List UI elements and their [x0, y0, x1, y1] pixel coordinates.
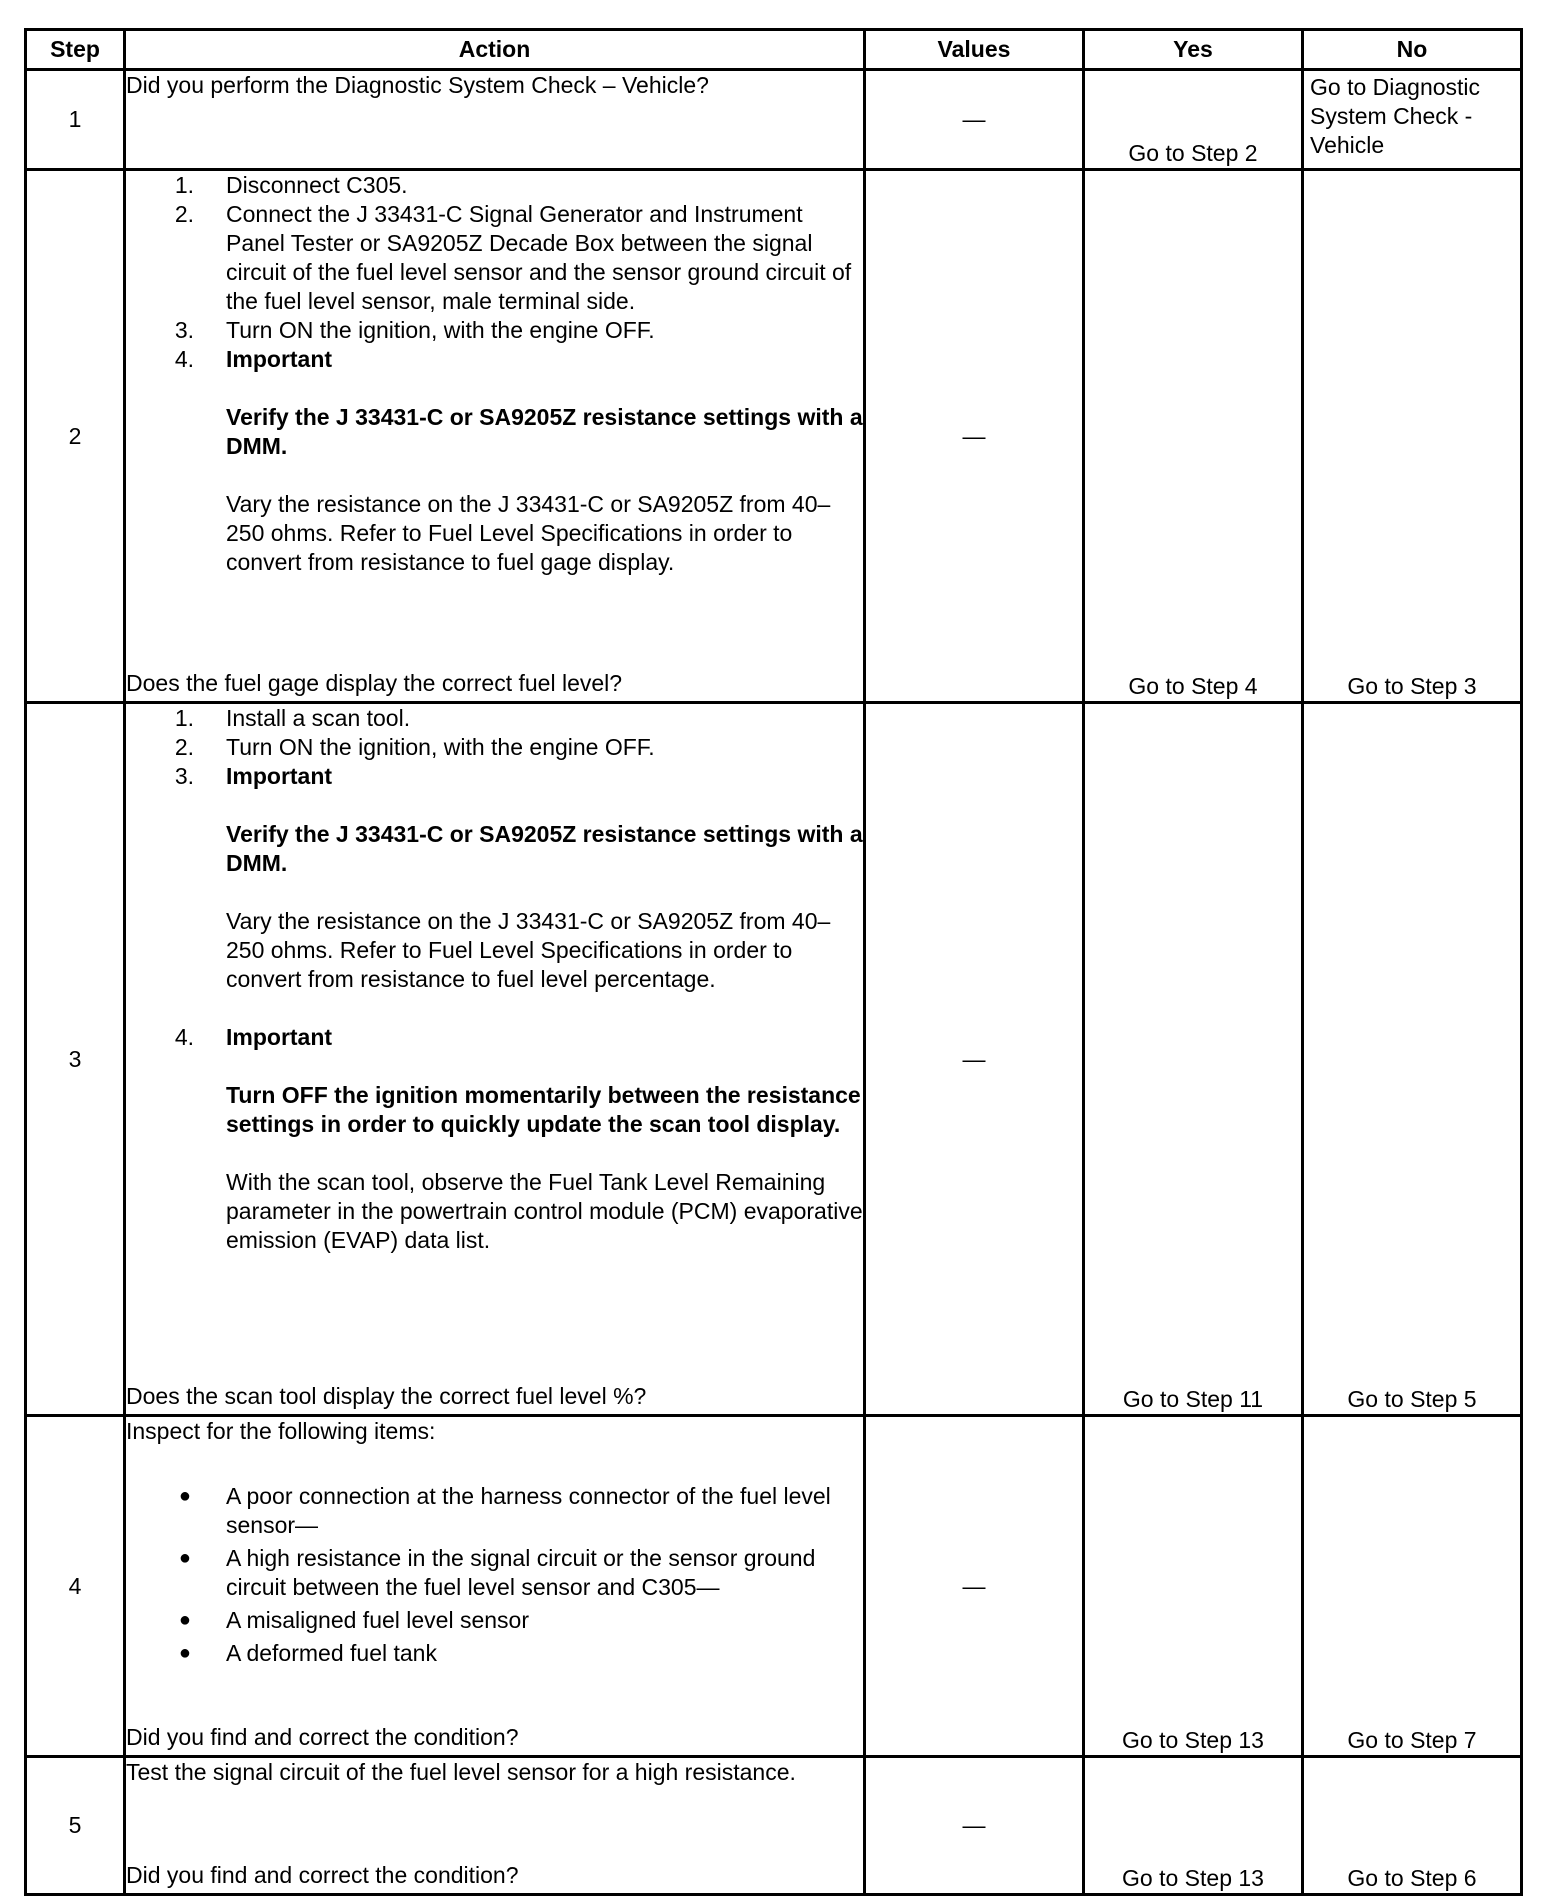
list-item: 2. Turn ON the ignition, with the engine OFF. — [174, 734, 655, 760]
bullet-icon: ● — [178, 1642, 191, 1664]
list-item: ● A high resistance in the signal circuit or the sensor ground circuit between the fuel level sensor and C305— — [126, 1544, 863, 1602]
table-row-step-4 — [26, 1416, 1522, 1757]
diagnostic-table — [24, 28, 1523, 1896]
yes-cell: Go to Step 4 — [1084, 170, 1303, 703]
action-text: Test the signal circuit of the fuel level sensor for a high resistance. — [126, 1759, 796, 1785]
bullet-icon: ● — [178, 1609, 191, 1631]
action-cell — [125, 1757, 865, 1895]
list-item: 4. Important Verify the J 33431-C or SA9205Z resistance settings with a DMM. Vary the resistance on the J 33431-C or SA9205Z from 40–250 ohms. Refer to Fuel Level Specifications in order to convert from resistance to fuel gage display. — [174, 346, 863, 575]
important-note: Turn OFF the ignition momentarily between the resistance settings in order to quickly update the scan tool display. — [226, 1082, 861, 1137]
step-number: 3 — [26, 703, 125, 1416]
header-no: No — [1303, 30, 1522, 70]
table-row-step-1 — [26, 70, 1522, 170]
header-yes: Yes — [1084, 30, 1303, 70]
important-note: Verify the J 33431-C or SA9205Z resistance settings with a DMM. — [226, 821, 863, 876]
list-item: 2. Connect the J 33431-C Signal Generator and Instrument Panel Tester or SA9205Z Decade Box between the signal circuit of the fuel level sensor and the sensor ground circuit of the fuel level sensor, male terminal side. — [174, 201, 852, 314]
step-number: 4 — [26, 1416, 125, 1757]
action-text: Did you perform the Diagnostic System Check – Vehicle? — [126, 72, 709, 98]
no-cell: Go to Step 7 — [1303, 1416, 1522, 1757]
important-label: Important — [226, 1024, 333, 1050]
step-number: 5 — [26, 1757, 125, 1895]
step-instruction: Vary the resistance on the J 33431-C or SA9205Z from 40–250 ohms. Refer to Fuel Level Specifications in order to convert from resistance to fuel gage display. — [226, 491, 831, 575]
step-instruction: With the scan tool, observe the Fuel Tank Level Remaining parameter in the powertrain control module (PCM) evaporative emission (EVAP) data list. — [226, 1169, 863, 1253]
action-cell — [125, 1416, 865, 1757]
step-number: 2 — [26, 170, 125, 703]
list-item: 1. Install a scan tool. — [174, 705, 411, 731]
procedure-list — [126, 171, 863, 577]
list-item: ● A misaligned fuel level sensor — [126, 1606, 863, 1635]
action-cell — [125, 703, 865, 1416]
no-cell: Go to Diagnostic System Check - Vehicle — [1303, 70, 1522, 170]
list-item: 3. Turn ON the ignition, with the engine OFF. — [174, 317, 655, 343]
yes-cell: Go to Step 11 — [1084, 703, 1303, 1416]
list-item: 4. Important Turn OFF the ignition momentarily between the resistance settings in order to quickly update the scan tool display. With the scan tool, observe the Fuel Tank Level Remaining parameter in the powertrain control module (PCM) evaporative emission (EVAP) data list. — [174, 1024, 863, 1253]
no-cell: Go to Step 5 — [1303, 703, 1522, 1416]
list-item: ● A poor connection at the harness connector of the fuel level sensor— — [126, 1482, 863, 1540]
important-label: Important — [226, 346, 333, 372]
values-cell: — — [865, 1416, 1084, 1757]
values-cell: — — [865, 170, 1084, 703]
step-instruction: Vary the resistance on the J 33431-C or SA9205Z from 40–250 ohms. Refer to Fuel Level Specifications in order to convert from resistance to fuel level percentage. — [226, 908, 831, 992]
table-row-step-3 — [26, 703, 1522, 1416]
header-values: Values — [865, 30, 1084, 70]
list-item: 3. Important Verify the J 33431-C or SA9205Z resistance settings with a DMM. Vary the resistance on the J 33431-C or SA9205Z from 40–250 ohms. Refer to Fuel Level Specifications in order to convert from resistance to fuel level percentage. — [174, 763, 863, 992]
no-cell: Go to Step 6 — [1303, 1757, 1522, 1895]
values-cell: — — [865, 70, 1084, 170]
step-question: Does the scan tool display the correct fuel level %? — [126, 1383, 647, 1409]
values-cell: — — [865, 703, 1084, 1416]
header-row — [26, 30, 1522, 70]
action-cell — [125, 70, 865, 170]
step-question: Did you find and correct the condition? — [126, 1862, 519, 1888]
step-question: Did you find and correct the condition? — [126, 1724, 519, 1750]
yes-cell: Go to Step 13 — [1084, 1757, 1303, 1895]
list-item: ● A deformed fuel tank — [126, 1639, 863, 1668]
yes-cell: Go to Step 13 — [1084, 1416, 1303, 1757]
table-row-step-2 — [26, 170, 1522, 703]
bullet-list — [126, 1482, 863, 1668]
procedure-list — [126, 704, 863, 1255]
yes-cell: Go to Step 2 — [1084, 70, 1303, 170]
important-label: Important — [226, 763, 333, 789]
important-note: Verify the J 33431-C or SA9205Z resistance settings with a DMM. — [226, 404, 863, 459]
bullet-icon: ● — [178, 1547, 191, 1569]
list-item: 1. Disconnect C305. — [174, 172, 408, 198]
table-row-step-5 — [26, 1757, 1522, 1895]
action-intro: Inspect for the following items: — [126, 1418, 436, 1444]
header-step: Step — [26, 30, 125, 70]
bullet-icon: ● — [178, 1485, 191, 1507]
values-cell: — — [865, 1757, 1084, 1895]
header-action: Action — [125, 30, 865, 70]
action-cell — [125, 170, 865, 703]
no-cell: Go to Step 3 — [1303, 170, 1522, 703]
step-number: 1 — [26, 70, 125, 170]
step-question: Does the fuel gage display the correct fuel level? — [126, 670, 623, 696]
